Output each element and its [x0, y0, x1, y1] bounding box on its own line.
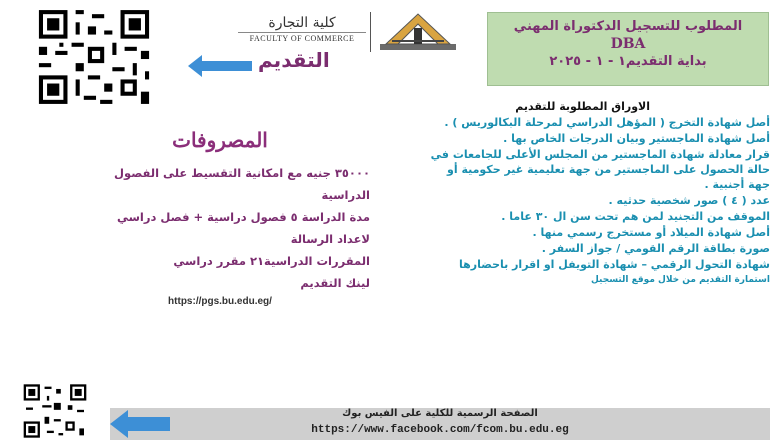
fees-line: لينك التقديم	[300, 276, 370, 290]
application-link[interactable]: https://pgs.bu.edu.eg/	[168, 296, 272, 307]
qr-code-icon	[34, 6, 154, 108]
fees-line: لاعداد الرسالة	[290, 232, 370, 246]
header-divider	[370, 12, 371, 52]
faculty-name	[238, 14, 366, 43]
list-item: أصل شهادة الماجستير وبيان الدرجات الخاص بها .	[503, 132, 770, 145]
list-item: عدد ( ٤ ) صور شخصية حدثيه .	[608, 194, 770, 207]
university-logo-icon	[378, 10, 458, 54]
program-info-box	[487, 12, 769, 86]
faculty-name-arabic: كلية التجارة	[268, 15, 336, 31]
application-form-note: استمارة التقديم من خلال موقع التسجيل	[591, 275, 770, 285]
program-code: DBA	[610, 36, 646, 52]
facebook-page-label: الصفحة الرسمية للكلية على الفيس بوك	[342, 408, 538, 419]
fees-line: المقررات الدراسية٢١ مقرر دراسي	[173, 254, 370, 268]
arrow-left-icon	[110, 410, 170, 438]
application-start-date: بداية التقديم١ - ١ - ٢٠٢٥	[549, 54, 707, 69]
facebook-link[interactable]: https://www.facebook.com/fcom.bu.edu.eg	[311, 424, 569, 436]
list-item: صورة بطاقة الرقم القومي / جواز السفر .	[541, 242, 770, 255]
qr-code-icon	[20, 382, 90, 440]
footer-bar	[110, 408, 770, 440]
apply-heading: التقديم	[258, 48, 330, 72]
faculty-name-english: FACULTY OF COMMERCE	[238, 32, 366, 43]
list-item: أصل شهادة التخرج ( المؤهل الدراسي لمرحلة البكالوريس ) .	[444, 116, 770, 129]
list-item: الموقف من التجنيد لمن هم تحت سن ال ٣٠ عاما .	[501, 210, 770, 223]
list-item: شهادة التحول الرقمي – شهادة التويفل او اقرار باحضارها	[459, 258, 770, 271]
fees-section	[70, 128, 370, 307]
fees-line: الدراسية	[321, 188, 370, 202]
program-requirements-title: المطلوب للتسجيل الدكتوراة المهني	[513, 19, 743, 34]
required-documents	[422, 100, 770, 287]
arrow-left-icon	[188, 55, 252, 77]
list-item: قرار معادلة شهادة الماجستير من المجلس الأعلى للجامعات في حالة الحصول على الماجستير من جهة تعليمية غير حكومية أو جهة أجنبية .	[430, 148, 770, 191]
fees-line: ٣٥٠٠٠ جنيه مع امكانية التقسيط على الفصول	[114, 166, 370, 180]
documents-heading: الاوراق المطلوبة للتقديم	[515, 100, 650, 113]
list-item: أصل شهادة الميلاد أو مستخرج رسمي منها .	[532, 226, 770, 239]
fees-line: مدة الدراسة ٥ فصول دراسية + فصل دراسي	[116, 210, 370, 224]
fees-title: المصروفات	[172, 128, 268, 152]
